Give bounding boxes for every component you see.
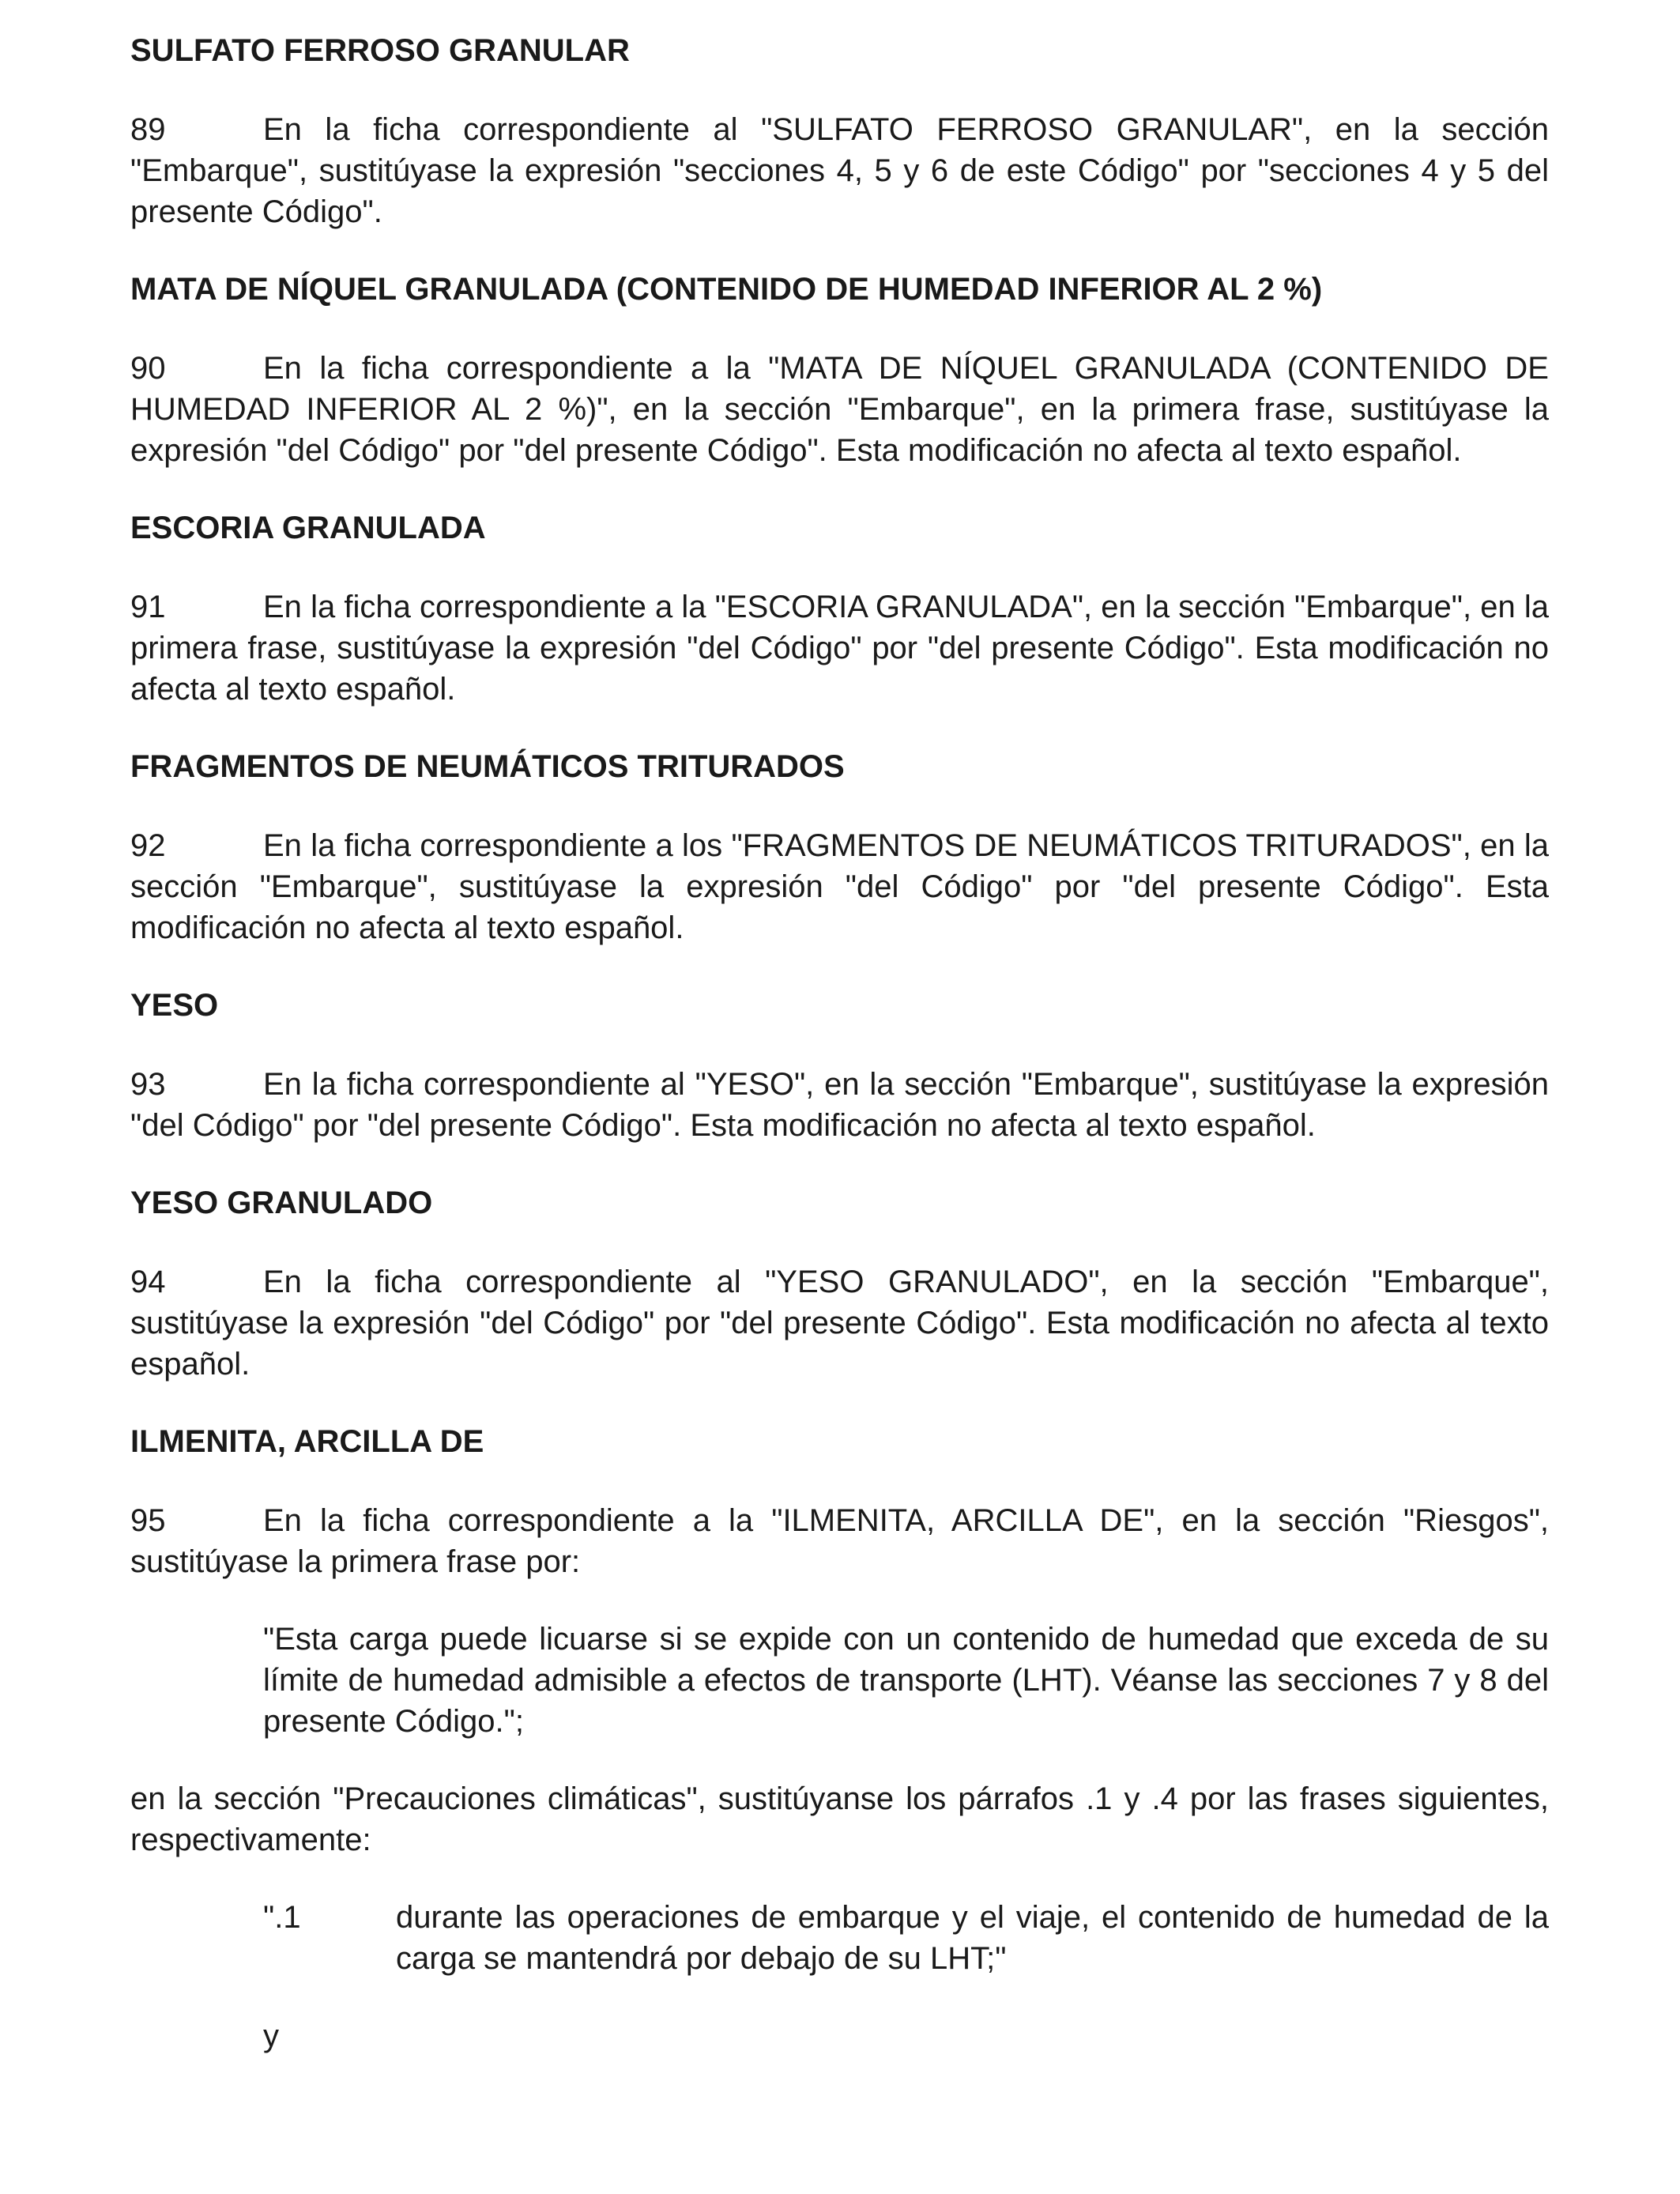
amendment-text: En la ficha correspondiente a la "ILMENITA, ARCILLA DE", en la sección "Riesgos", sustitúyase la primera frase por: — [130, 1503, 1549, 1579]
list-item-text: durante las operaciones de embarque y el viaje, el contenido de humedad de la carga se mantendrá por debajo de su LHT;" — [396, 1900, 1549, 1976]
amendment-paragraph — [130, 586, 1549, 710]
list-item — [263, 1897, 1549, 1979]
amendment-number: 94 — [130, 1265, 166, 1299]
amendment-number: 92 — [130, 828, 166, 863]
amendment-text: En la ficha correspondiente a la "ESCORIA GRANULADA", en la sección "Embarque", en la primera frase, sustitúyase la expresión "del Código" por "del presente Código". Esta modificación no afecta al texto español. — [130, 590, 1549, 707]
amendment-number: 91 — [130, 590, 166, 624]
section-heading: SULFATO FERROSO GRANULAR — [130, 33, 630, 68]
section-heading: YESO GRANULADO — [130, 1186, 433, 1220]
amendment-text: En la ficha correspondiente a los "FRAGMENTOS DE NEUMÁTICOS TRITURADOS", en la sección "Embarque", sustitúyase la expresión "del Código" por "del presente Código". Esta modificación no afecta al texto español. — [130, 828, 1549, 945]
amendment-text: En la ficha correspondiente al "YESO", en la sección "Embarque", sustitúyase la expresión "del Código" por "del presente Código". Esta modificación no afecta al texto español. — [130, 1067, 1549, 1143]
amendment-number: 95 — [130, 1503, 166, 1538]
section-heading: ILMENITA, ARCILLA DE — [130, 1424, 484, 1459]
amendment-number: 89 — [130, 112, 166, 147]
amendment-number: 90 — [130, 351, 166, 386]
section-heading: ESCORIA GRANULADA — [130, 511, 486, 545]
amendment-paragraph — [130, 1261, 1549, 1385]
amendment-paragraph — [130, 109, 1549, 232]
amendment-text: En la ficha correspondiente al "SULFATO FERROSO GRANULAR", en la sección "Embarque", sustitúyase la expresión "secciones 4, 5 y 6 de este Código" por "secciones 4 y 5 del presente Código". — [130, 112, 1549, 229]
list-item-number: ".1 — [263, 1900, 301, 1935]
amendment-paragraph — [130, 1064, 1549, 1146]
amendment-paragraph — [130, 348, 1549, 471]
amendment-number: 93 — [130, 1067, 166, 1102]
amendment-paragraph — [130, 825, 1549, 948]
section-heading: FRAGMENTOS DE NEUMÁTICOS TRITURADOS — [130, 749, 845, 784]
amendment-text: En la ficha correspondiente al "YESO GRANULADO", en la sección "Embarque", sustitúyase la expresión "del Código" por "del presente Código". Esta modificación no afecta al texto español. — [130, 1265, 1549, 1382]
replacement-quote: "Esta carga puede licuarse si se expide con un contenido de humedad que exceda de su límite de humedad admisible a efectos de transporte (LHT). Véanse las secciones 7 y 8 del presente Código."; — [263, 1622, 1549, 1739]
document-page — [130, 30, 1549, 2056]
continuation-paragraph: en la sección "Precauciones climáticas", sustitúyanse los párrafos .1 y .4 por las frases siguientes, respectivamente: — [130, 1781, 1549, 1857]
section-heading: MATA DE NÍQUEL GRANULADA (CONTENIDO DE HUMEDAD INFERIOR AL 2 %) — [130, 272, 1323, 307]
section-heading: YESO — [130, 988, 219, 1023]
conjunction-text: y — [263, 2019, 279, 2053]
amendment-paragraph — [130, 1500, 1549, 1582]
amendment-text: En la ficha correspondiente a la "MATA DE NÍQUEL GRANULADA (CONTENIDO DE HUMEDAD INFERIOR AL 2 %)", en la sección "Embarque", en la primera frase, sustitúyase la expresión "del Código" por "del presente Código". Esta modificación no afecta al texto español. — [130, 351, 1549, 468]
